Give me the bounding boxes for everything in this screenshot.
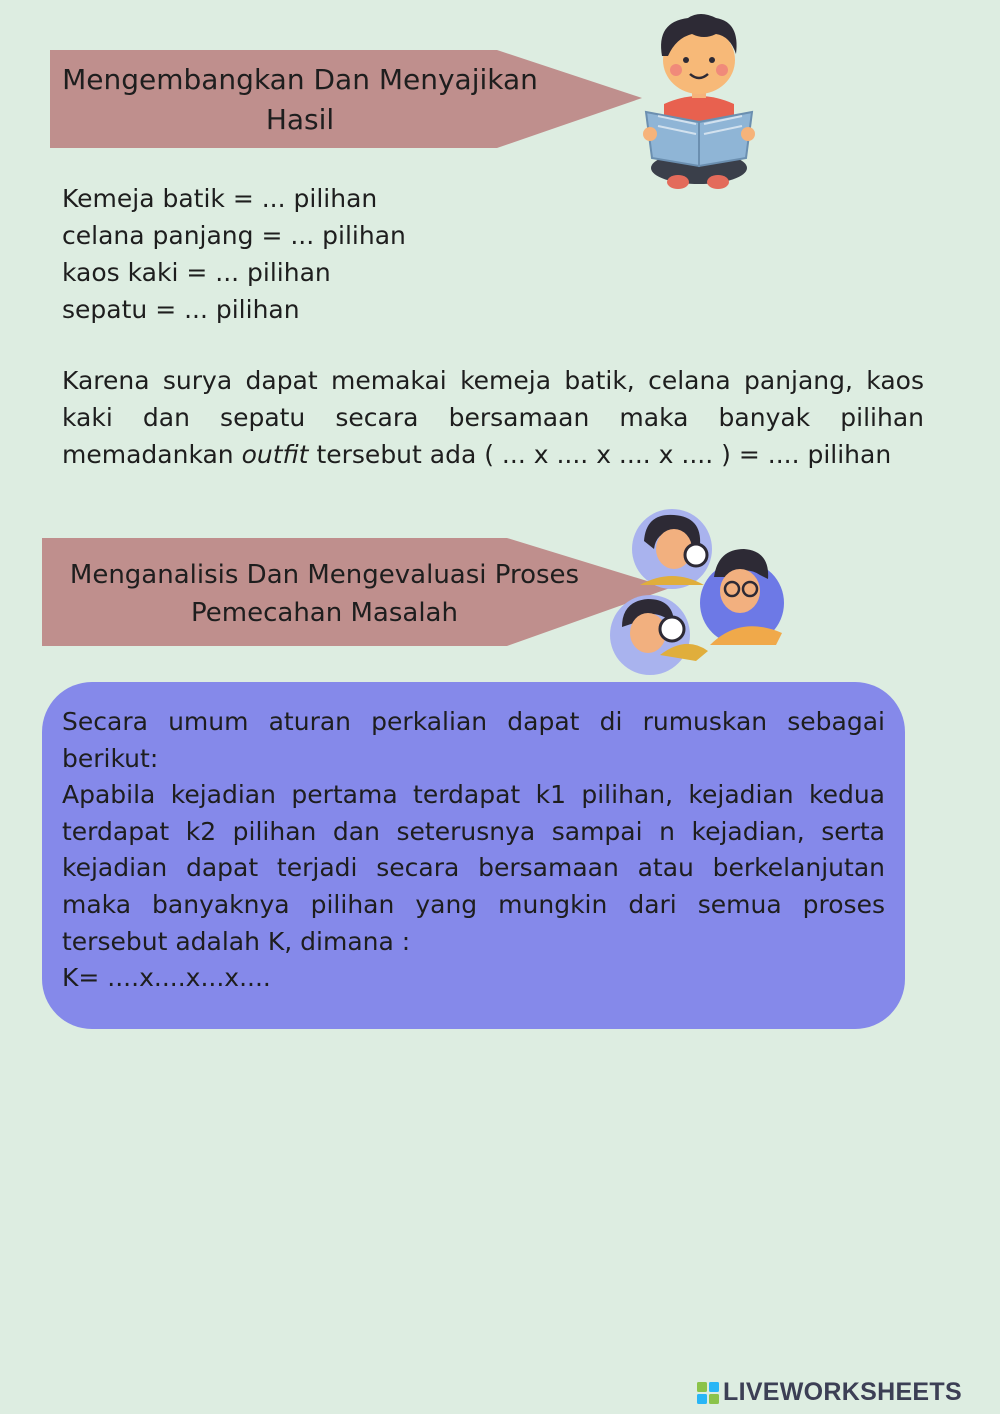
section1-title xyxy=(50,60,550,140)
rule-body: Apabila kejadian pertama terdapat k1 pilihan, kejadian kedua terdapat k2 pilihan dan seterusnya sampai n kejadian, serta kejadian dapat terjadi secara bersamaan atau berkelanjutan maka banyaknya pilihan yang mungkin dari semua proses tersebut adalah K, dimana : xyxy=(62,780,885,956)
outfit-paragraph-after: tersebut ada ( ... x .... x .... x .... ) = .... pilihan xyxy=(308,440,892,469)
footer-brand-text: LIVEWORKSHEETS xyxy=(723,1378,962,1406)
section2-banner xyxy=(42,538,672,646)
footer-brand xyxy=(697,1378,962,1407)
choice-celana-panjang: celana panjang = ... pilihan xyxy=(62,221,406,250)
section2-title xyxy=(42,556,607,633)
people-with-magnifying-glass-illustration xyxy=(600,505,800,680)
rule-formula: K= ....x....x...x.... xyxy=(62,963,271,993)
section2-title-line2: Pemecahan Masalah xyxy=(191,598,458,629)
section2-title-line1: Menganalisis Dan Mengevaluasi Proses xyxy=(69,560,580,590)
rule-intro: Secara umum aturan perkalian dapat di rumuskan sebagai berikut: xyxy=(62,707,885,773)
section1-title-line1: Mengembangkan Dan Menyajikan xyxy=(62,63,538,96)
section1-title-line2: Hasil xyxy=(265,102,335,136)
outfit-emphasis: outfit xyxy=(241,440,309,469)
choices-list xyxy=(62,180,406,328)
rule-box xyxy=(42,682,905,1029)
outfit-paragraph-before: Karena surya dapat memakai kemeja batik, celana panjang, kaos kaki dan sepatu secara bersamaan maka banyak pilihan memadankan xyxy=(62,366,924,469)
outfit-paragraph xyxy=(62,362,924,473)
boy-reading-book-illustration xyxy=(638,8,760,196)
liveworksheets-logo-icon xyxy=(697,1382,719,1404)
choice-sepatu: sepatu = ... pilihan xyxy=(62,295,300,324)
section1-banner xyxy=(50,50,650,150)
choice-kemeja-batik: Kemeja batik = ... pilihan xyxy=(62,184,378,213)
choice-kaos-kaki: kaos kaki = ... pilihan xyxy=(62,258,331,287)
